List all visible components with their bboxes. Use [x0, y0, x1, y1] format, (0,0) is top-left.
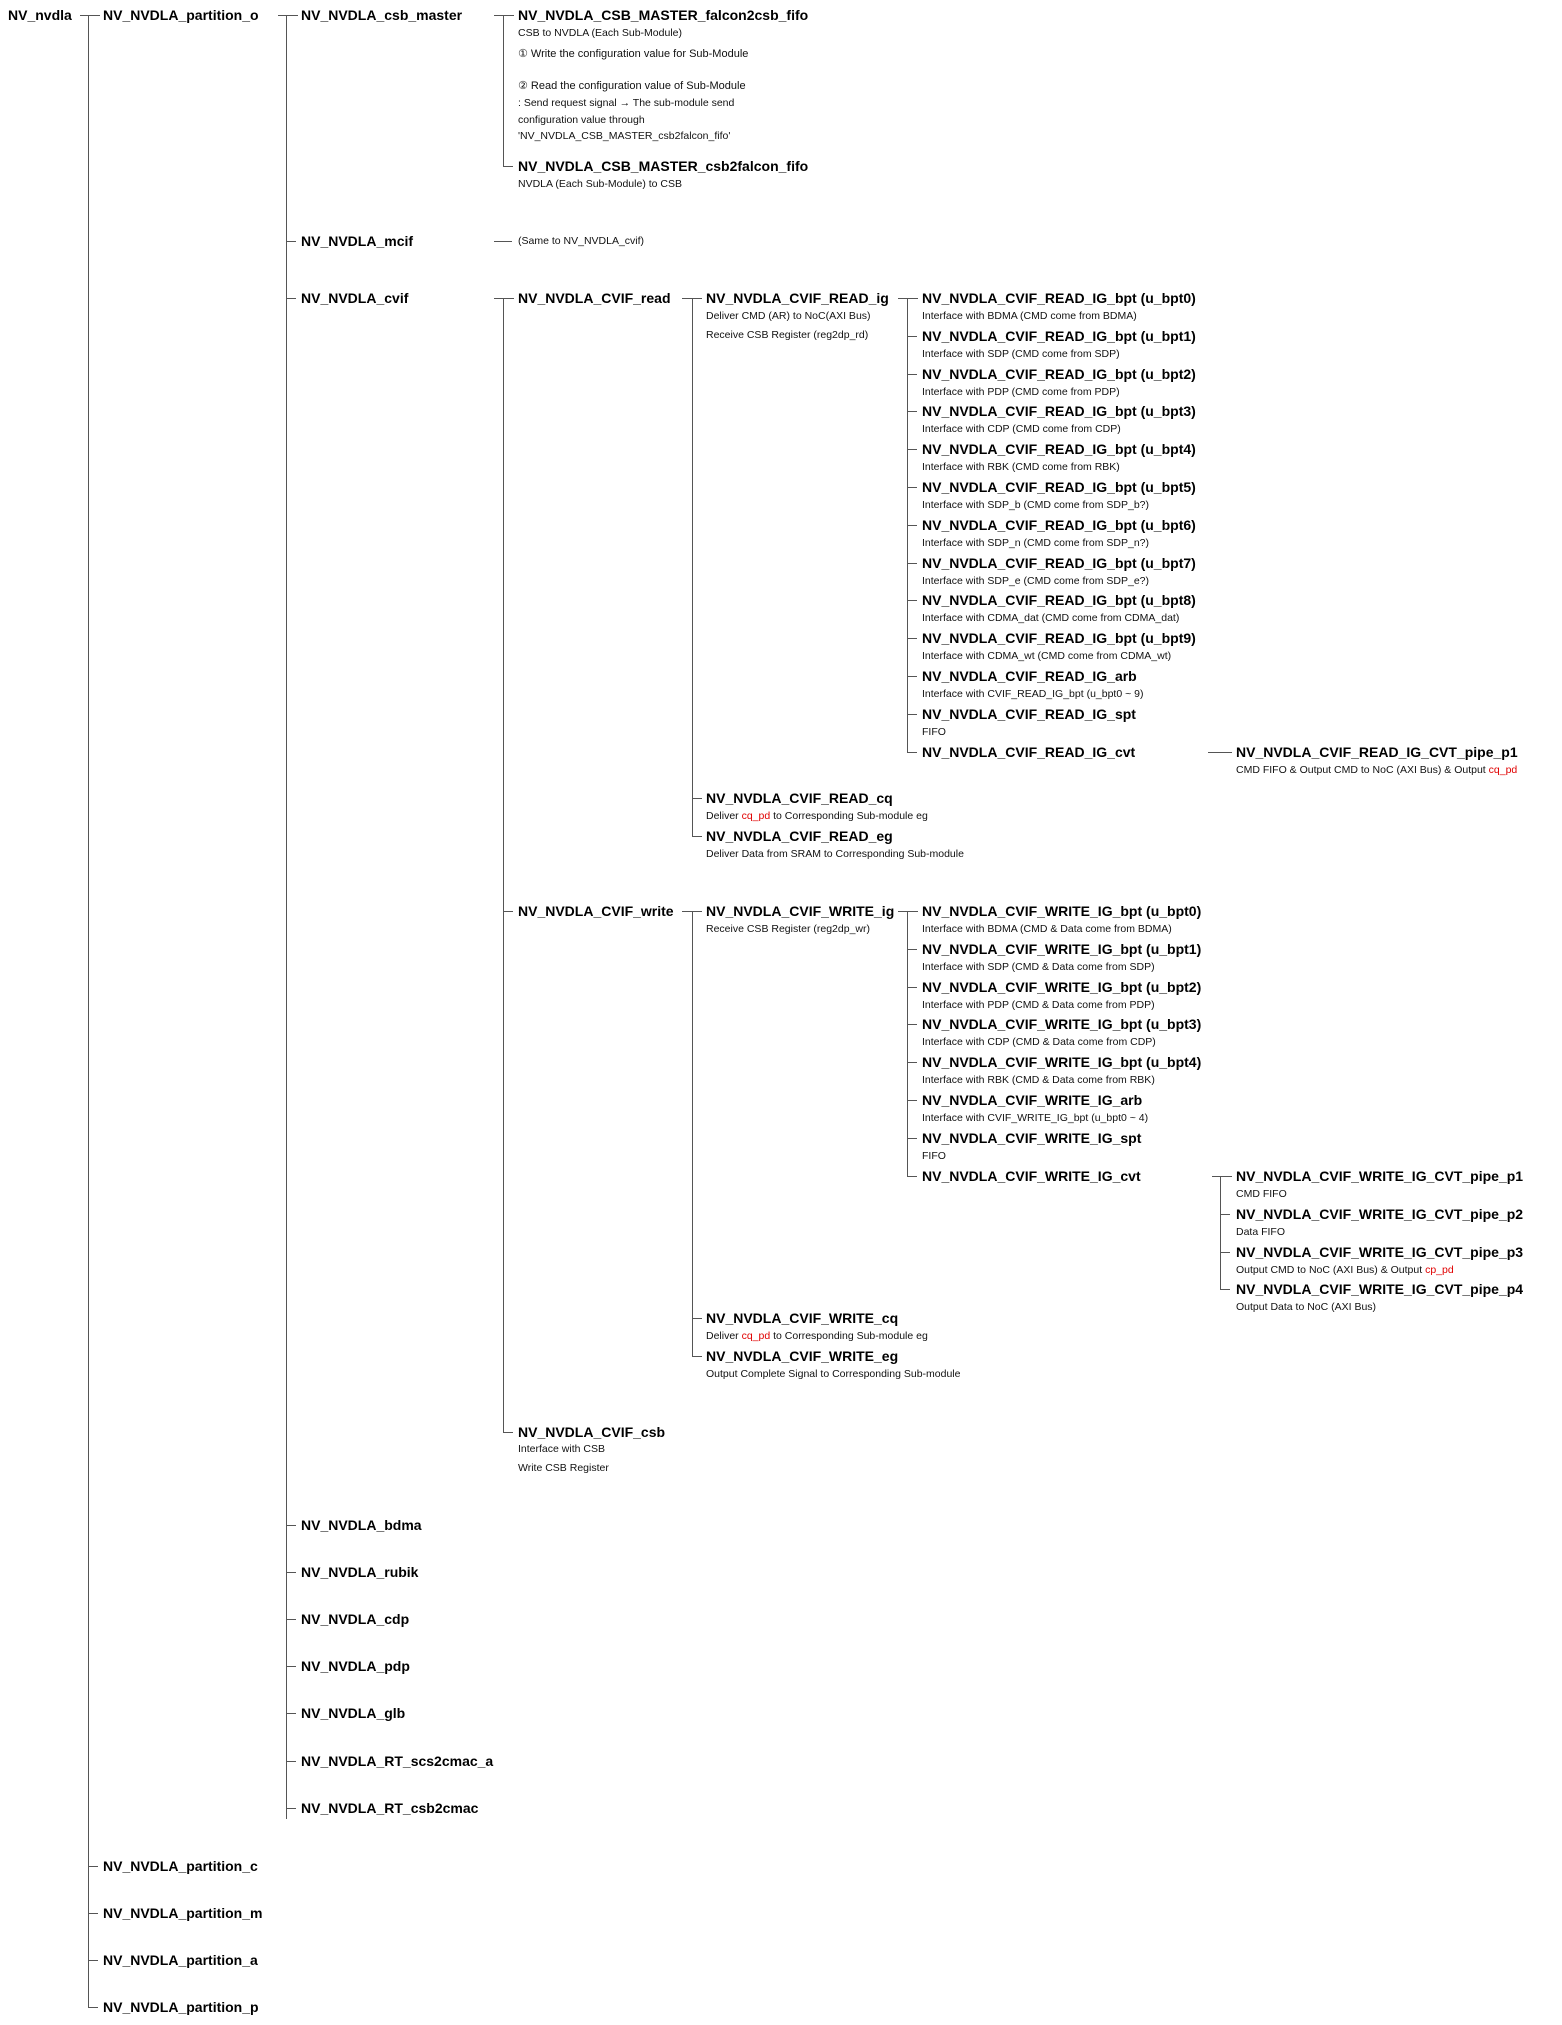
node-cvif-read-eg: NV_NVDLA_CVIF_READ_eg — [706, 828, 893, 844]
connector — [907, 949, 917, 950]
node-cvif: NV_NVDLA_cvif — [301, 290, 409, 306]
node-cvif-csb: NV_NVDLA_CVIF_csb — [518, 1424, 666, 1440]
node-description — [1236, 1226, 1285, 1239]
connector — [907, 336, 917, 337]
node-description — [922, 650, 1171, 663]
connector — [88, 1866, 98, 1867]
node-cvif-write-cq: NV_NVDLA_CVIF_WRITE_cq — [706, 1310, 899, 1326]
node-description — [922, 1074, 1155, 1087]
desc-text: to Corresponding Sub-module eg — [770, 810, 928, 822]
node-description — [922, 688, 1143, 701]
desc-text: FIFO — [922, 725, 946, 738]
connector — [898, 911, 918, 912]
tree-node: NV_NVDLA_CVIF_WRITE_IG_CVT_pipe_p4 — [1236, 1281, 1524, 1298]
connector — [692, 836, 702, 837]
desc: Write CSB Register — [518, 1462, 609, 1474]
connector — [1212, 1176, 1232, 1177]
node-description — [1236, 1188, 1287, 1201]
tree-node: NV_NVDLA_CVIF_READ_IG_bpt (u_bpt2) — [922, 365, 1196, 382]
node-cdp: NV_NVDLA_cdp — [301, 1611, 410, 1627]
desc: CSB to NVDLA (Each Sub-Module) — [518, 27, 682, 39]
desc: NVDLA (Each Sub-Module) to CSB — [518, 178, 682, 190]
desc: ② Read the configuration value of Sub-Module — [518, 80, 746, 92]
node-description — [922, 999, 1155, 1012]
connector — [80, 15, 100, 16]
node-rt-csb2cmac: NV_NVDLA_RT_csb2cmac — [301, 1800, 479, 1816]
desc-text: Interface with RBK (CMD & Data come from RBK) — [922, 1074, 1155, 1087]
tree-node: NV_NVDLA_CVIF_WRITE_IG_CVT_pipe_p2 — [1236, 1205, 1524, 1222]
connector — [692, 1356, 702, 1357]
signal-highlight: cp_pd — [1425, 1263, 1454, 1276]
node-csb-master: NV_NVDLA_csb_master — [301, 7, 463, 23]
connector — [286, 298, 296, 299]
desc-text: FIFO — [922, 1149, 946, 1162]
connector — [907, 1138, 917, 1139]
tree-node: NV_NVDLA_CVIF_READ_IG_bpt (u_bpt3) — [922, 403, 1196, 420]
desc-text: CMD FIFO — [1236, 1188, 1287, 1200]
connector — [898, 298, 918, 299]
connector — [88, 1960, 98, 1961]
desc — [706, 1330, 928, 1343]
connector — [494, 15, 514, 16]
connector — [907, 676, 917, 677]
tree-node: NV_NVDLA_CVIF_READ_IG_bpt (u_bpt9) — [922, 630, 1196, 647]
desc-text: Interface with CDMA_dat (CMD come from CDMA_dat) — [922, 612, 1180, 625]
connector — [286, 1761, 296, 1762]
desc-text: Deliver — [706, 1330, 742, 1342]
node-partition-p: NV_NVDLA_partition_p — [103, 1999, 259, 2015]
desc-text: Interface with PDP (CMD come from PDP) — [922, 385, 1120, 398]
node-rubik: NV_NVDLA_rubik — [301, 1564, 419, 1580]
desc-text: Interface with CDMA_wt (CMD come from CDMA_wt) — [922, 650, 1172, 663]
node-description — [922, 386, 1120, 399]
desc: Deliver Data from SRAM to Corresponding Sub-module — [706, 848, 964, 860]
desc: Receive CSB Register (reg2dp_rd) — [706, 329, 869, 341]
node-description — [922, 575, 1149, 588]
node-cvif-write-eg: NV_NVDLA_CVIF_WRITE_eg — [706, 1348, 899, 1364]
connector — [907, 638, 917, 639]
desc: 'NV_NVDLA_CSB_MASTER_csb2falcon_fifo' — [518, 130, 731, 142]
node-description — [922, 461, 1120, 474]
connector — [907, 1100, 917, 1101]
desc-text: Interface with SDP_b (CMD come from SDP_b?) — [922, 499, 1149, 511]
connector — [88, 1913, 98, 1914]
desc-text: CMD FIFO & Output CMD to NoC (AXI Bus) & Output — [1236, 764, 1489, 776]
desc — [1236, 764, 1517, 777]
desc-text: Deliver — [706, 810, 742, 822]
node-description — [1236, 1301, 1376, 1314]
branch-line-cvif-write — [692, 911, 693, 1356]
connector — [907, 487, 917, 488]
connector — [907, 374, 917, 375]
connector — [1220, 1214, 1230, 1215]
connector — [286, 1666, 296, 1667]
node-read-ig-cvt-pipe-p1: NV_NVDLA_CVIF_READ_IG_CVT_pipe_p1 — [1236, 744, 1518, 760]
connector — [278, 15, 298, 16]
node-partition-o: NV_NVDLA_partition_o — [103, 7, 259, 23]
node-csb-csb2falcon-fifo: NV_NVDLA_CSB_MASTER_csb2falcon_fifo — [518, 158, 809, 174]
branch-line-cvif-read — [692, 298, 693, 836]
signal-cq-pd: cq_pd — [1488, 764, 1518, 776]
node-description — [922, 310, 1137, 323]
tree-node: NV_NVDLA_CVIF_WRITE_IG_bpt (u_bpt2) — [922, 978, 1202, 995]
branch-line-cvif-write-ig — [907, 911, 908, 1176]
desc-text: Interface with CVIF_READ_IG_bpt (u_bpt0 ~ 9) — [922, 688, 1144, 700]
desc-text: Data FIFO — [1236, 1225, 1286, 1238]
desc-text: Interface with CVIF_WRITE_IG_bpt (u_bpt0 ~ 4) — [922, 1112, 1149, 1124]
desc-text: Output Data to NoC (AXI Bus) — [1236, 1301, 1377, 1314]
connector — [494, 298, 514, 299]
tree-node: NV_NVDLA_CVIF_READ_IG_bpt (u_bpt7) — [922, 554, 1196, 571]
connector — [907, 449, 917, 450]
desc-text: Interface with CDP (CMD come from CDP) — [922, 423, 1121, 436]
node-description — [922, 612, 1179, 625]
desc-text: to Corresponding Sub-module eg — [770, 1330, 928, 1342]
branch-line-write-cvt — [1220, 1176, 1221, 1289]
tree-node: NV_NVDLA_CVIF_WRITE_IG_CVT_pipe_p3 — [1236, 1243, 1524, 1260]
tree-node: NV_NVDLA_CVIF_WRITE_IG_bpt (u_bpt1) — [922, 940, 1202, 957]
connector — [907, 752, 917, 753]
connector — [907, 600, 917, 601]
tree-node: NV_NVDLA_CVIF_READ_IG_spt — [922, 705, 1136, 722]
desc-text: Interface with BDMA (CMD come from BDMA) — [922, 310, 1137, 322]
connector — [503, 166, 513, 167]
desc-text: Interface with SDP_e (CMD come from SDP_e?) — [922, 574, 1149, 587]
desc: ① Write the configuration value for Sub-Module — [518, 48, 749, 60]
connector — [907, 563, 917, 564]
connector — [692, 798, 702, 799]
connector — [494, 241, 512, 242]
node-rt-scs2cmac-a: NV_NVDLA_RT_scs2cmac_a — [301, 1753, 494, 1769]
connector — [907, 1024, 917, 1025]
tree-node: NV_NVDLA_CVIF_READ_IG_cvt — [922, 743, 1136, 760]
node-mcif: NV_NVDLA_mcif — [301, 233, 414, 249]
desc: Deliver CMD (AR) to NoC(AXI Bus) — [706, 310, 871, 322]
node-description — [922, 726, 946, 739]
desc-text: Interface with CDP (CMD & Data come from CDP) — [922, 1036, 1156, 1049]
node-cvif-write: NV_NVDLA_CVIF_write — [518, 903, 674, 919]
desc-text: Interface with RBK (CMD come from RBK) — [922, 461, 1120, 474]
branch-line-cvif — [503, 298, 504, 1432]
connector — [1220, 1252, 1230, 1253]
connector — [503, 911, 513, 912]
tree-node: NV_NVDLA_CVIF_READ_IG_arb — [922, 668, 1137, 684]
signal-cq-pd: cq_pd — [741, 810, 771, 822]
branch-line-partition-o — [286, 15, 287, 1819]
tree-node: NV_NVDLA_CVIF_WRITE_IG_cvt — [922, 1167, 1141, 1184]
desc-text: Interface with BDMA (CMD & Data come from BDMA) — [922, 923, 1172, 935]
node-description — [922, 423, 1121, 436]
connector — [907, 714, 917, 715]
node-cvif-read: NV_NVDLA_CVIF_read — [518, 290, 671, 306]
node-cvif-read-cq: NV_NVDLA_CVIF_READ_cq — [706, 790, 893, 806]
desc-text: Interface with SDP (CMD & Data come from SDP) — [922, 960, 1155, 973]
desc-text: Interface with SDP_n (CMD come from SDP_n?) — [922, 536, 1149, 549]
node-nv-nvdla: NV_nvdla — [8, 7, 72, 23]
node-description — [922, 348, 1120, 361]
connector — [286, 1572, 296, 1573]
tree-node: NV_NVDLA_CVIF_WRITE_IG_bpt (u_bpt3) — [922, 1016, 1202, 1033]
tree-node: NV_NVDLA_CVIF_READ_IG_bpt (u_bpt8) — [922, 592, 1196, 609]
connector — [1220, 1289, 1230, 1290]
tree-node: NV_NVDLA_CVIF_WRITE_IG_spt — [922, 1129, 1142, 1146]
desc: : Send request signal → The sub-module send — [518, 97, 735, 109]
node-partition-m: NV_NVDLA_partition_m — [103, 1905, 263, 1921]
node-csb-falcon2csb-fifo: NV_NVDLA_CSB_MASTER_falcon2csb_fifo — [518, 7, 809, 23]
branch-line-csb-master — [503, 15, 504, 166]
node-description — [922, 1112, 1148, 1125]
desc: Output Complete Signal to Corresponding Sub-module — [706, 1368, 961, 1380]
desc-text: Interface with PDP (CMD & Data come from PDP) — [922, 998, 1155, 1011]
connector — [907, 525, 917, 526]
tree-node: NV_NVDLA_CVIF_READ_IG_bpt (u_bpt4) — [922, 441, 1196, 458]
node-bdma: NV_NVDLA_bdma — [301, 1517, 422, 1533]
connector — [907, 1062, 917, 1063]
desc-text: Interface with SDP (CMD come from SDP) — [922, 347, 1120, 360]
tree-node: NV_NVDLA_CVIF_READ_IG_bpt (u_bpt0) — [922, 290, 1196, 306]
connector — [907, 411, 917, 412]
connector — [286, 1619, 296, 1620]
signal-cq-pd: cq_pd — [741, 1330, 771, 1342]
node-cvif-read-ig: NV_NVDLA_CVIF_READ_ig — [706, 290, 889, 306]
connector — [907, 1176, 917, 1177]
node-description — [922, 1036, 1156, 1049]
tree-node: NV_NVDLA_CVIF_WRITE_IG_bpt (u_bpt0) — [922, 903, 1202, 919]
connector — [907, 987, 917, 988]
connector — [286, 1713, 296, 1714]
node-description — [922, 537, 1149, 550]
node-glb: NV_NVDLA_glb — [301, 1705, 406, 1721]
tree-node: NV_NVDLA_CVIF_READ_IG_bpt (u_bpt1) — [922, 327, 1196, 344]
tree-node: NV_NVDLA_CVIF_READ_IG_bpt (u_bpt5) — [922, 479, 1196, 495]
connector — [692, 1318, 702, 1319]
desc: Interface with CSB — [518, 1443, 605, 1455]
connector — [286, 1525, 296, 1526]
node-description — [922, 499, 1149, 512]
tree-node: NV_NVDLA_CVIF_READ_IG_bpt (u_bpt6) — [922, 516, 1196, 533]
connector — [286, 1808, 296, 1809]
desc: Receive CSB Register (reg2dp_wr) — [706, 923, 870, 935]
node-pdp: NV_NVDLA_pdp — [301, 1658, 410, 1674]
node-description — [922, 1150, 946, 1163]
node-cvif-write-ig: NV_NVDLA_CVIF_WRITE_ig — [706, 903, 895, 919]
tree-node: NV_NVDLA_CVIF_WRITE_IG_bpt (u_bpt4) — [922, 1054, 1202, 1071]
branch-line-partitions — [88, 15, 89, 2008]
node-partition-c: NV_NVDLA_partition_c — [103, 1858, 258, 1874]
desc: configuration value through — [518, 114, 645, 126]
connector — [1208, 752, 1232, 753]
node-description — [1236, 1264, 1454, 1277]
tree-node: NV_NVDLA_CVIF_WRITE_IG_CVT_pipe_p1 — [1236, 1168, 1524, 1184]
node-description — [922, 961, 1155, 974]
connector — [503, 1432, 513, 1433]
desc — [706, 810, 928, 823]
connector — [88, 2007, 98, 2008]
node-description — [922, 923, 1172, 936]
mcif-note: (Same to NV_NVDLA_cvif) — [518, 235, 645, 247]
node-partition-a: NV_NVDLA_partition_a — [103, 1952, 258, 1968]
desc-text: Output CMD to NoC (AXI Bus) & Output — [1236, 1263, 1426, 1276]
connector — [286, 241, 296, 242]
tree-node: NV_NVDLA_CVIF_WRITE_IG_arb — [922, 1092, 1143, 1108]
